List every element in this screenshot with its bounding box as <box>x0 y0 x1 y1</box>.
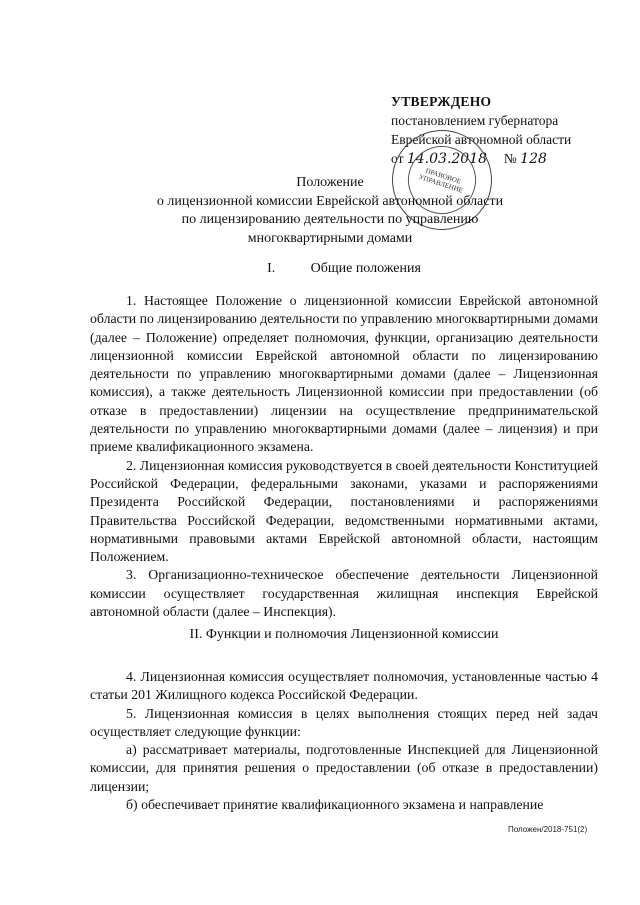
paragraph: б) обеспечивает принятие квалификационного экзамена и направление <box>126 797 544 813</box>
paragraph: а) рассматривает материалы, подготовленные Инспекцией для Лицензионной комиссии, для принятия решения о предоставлении (об отказе в предоставлении) лицензии; <box>90 742 598 794</box>
paragraph: 4. Лицензионная комиссия осуществляет полномочия, установленные частью 4 статьи 201 Жилищного кодекса Российской Федерации. <box>90 669 598 703</box>
stamp-text: ПРАВОВОЕ УПРАВЛЕНИЕ <box>399 137 485 223</box>
title-line-3: по лицензированию деятельности по управлению <box>181 212 479 227</box>
section-2-body <box>90 668 598 814</box>
approval-line-2: Еврейской автономной области <box>391 132 572 147</box>
handwritten-number: 128 <box>520 151 547 167</box>
title-line-4: многоквартирными домами <box>247 230 413 246</box>
approval-line-1: постановлением губернатора <box>391 113 559 128</box>
section-1-heading <box>90 260 598 278</box>
paragraph: 1. Настоящее Положение о лицензионной комиссии Еврейской автономной области по лицензированию деятельности по управлению многоквартирными домами (далее – Положение) определяет полномочия, функции, организацию деятельности лицензионной комиссии Еврейской автономной области по лицензированию деятельности по управлению многоквартирными домами (далее – Лицензионная комиссия), а также деятельность Лицензионной комиссии при предоставлении (об отказе в предоставлении) лицензии на осуществление предпринимательской деятельности по управлению многоквартирными домами (далее – лицензия) и при приеме квалификационного экзамена. <box>90 293 598 455</box>
section-1-number: I. <box>267 261 276 276</box>
document-title <box>120 174 540 248</box>
approval-heading: УТВЕРЖДЕНО <box>391 94 492 109</box>
title-line-1: Положение <box>296 175 364 190</box>
date-label: от <box>391 151 404 166</box>
section-2-heading: II. Функции и полномочия Лицензионной комиссии <box>189 627 499 642</box>
number-label: № <box>503 151 517 166</box>
title-line-2: о лицензионной комиссии Еврейской автономной области <box>156 193 504 209</box>
document-code: Положен/2018-751(2) <box>508 825 588 834</box>
handwritten-date: 14.03.2018 <box>406 151 488 167</box>
paragraph: 2. Лицензионная комиссия руководствуется в своей деятельности Конституцией Российской Федерации, федеральными законами, указами и распоряжениями Президента Российской Федерации, постановлениями и распоряжениями Правительства Российской Федерации, ведомственными нормативными актами, нормативными правовыми актами Еврейской автономной области, настоящим Положением. <box>90 457 598 565</box>
section-1-body <box>90 292 598 621</box>
paragraph: 5. Лицензионная комиссия в целях выполнения стоящих перед ней задач осуществляет следующие функции: <box>90 705 598 739</box>
paragraph: 3. Организационно-техническое обеспечение деятельности Лицензионной комиссии осуществляет государственная жилищная инспекция Еврейской автономной области (далее – Инспекция). <box>90 567 598 620</box>
section-1-title: Общие положения <box>310 261 421 276</box>
